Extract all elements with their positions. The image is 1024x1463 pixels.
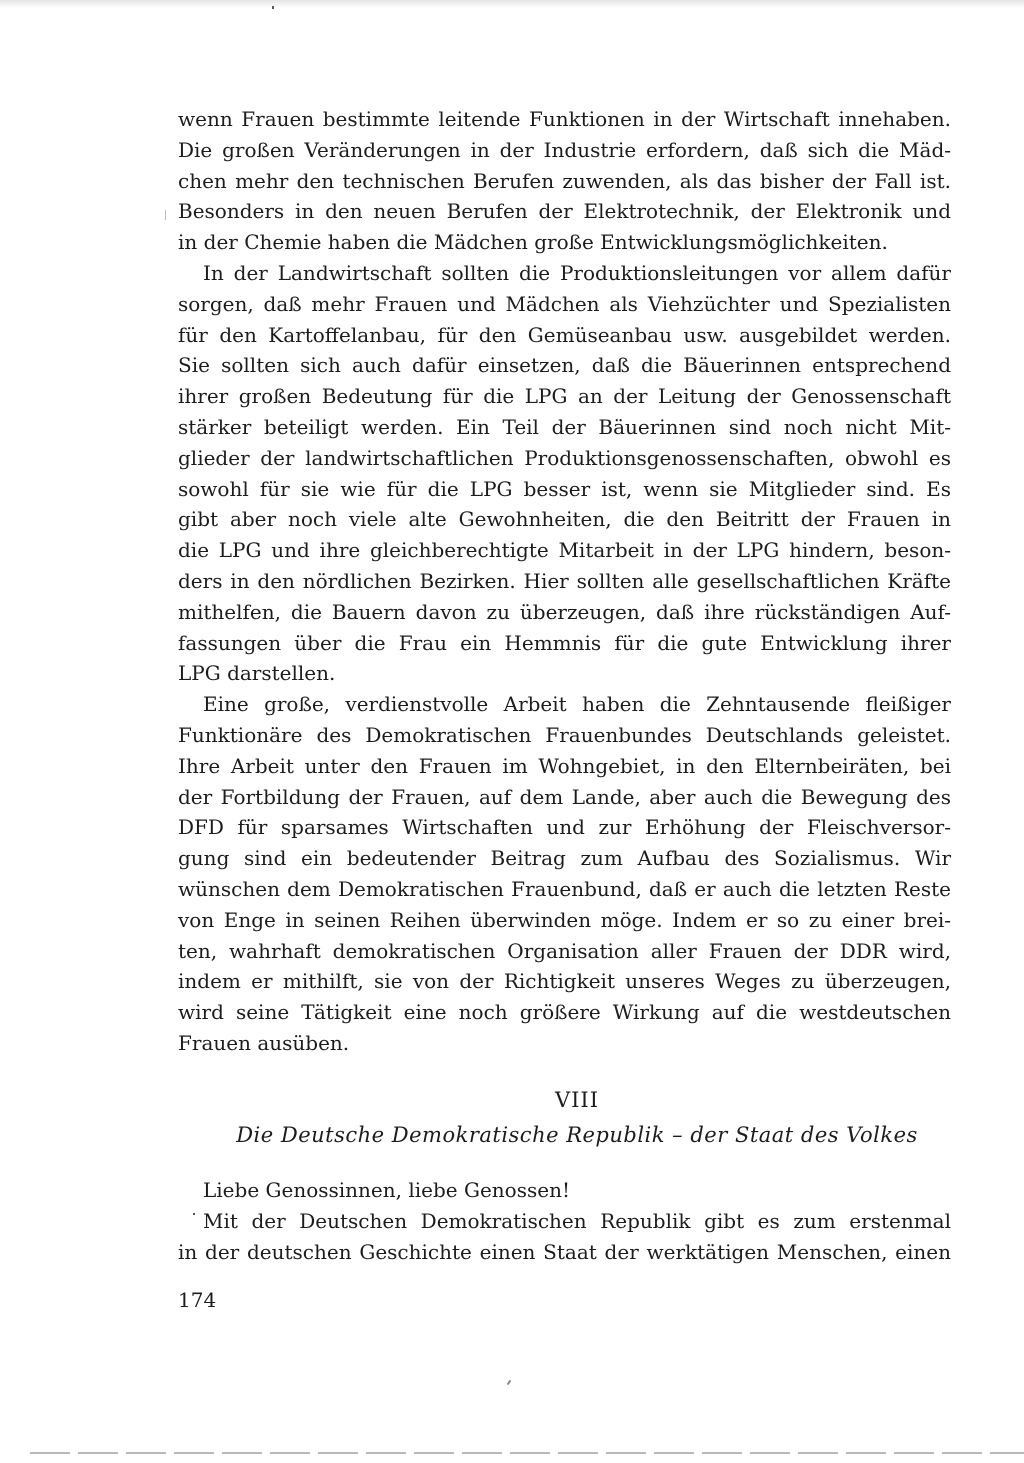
scan-speck [507, 1380, 512, 1385]
text-line: gung sind ein bedeutender Beitrag zum Aufbau des Sozialismus. Wir [178, 846, 951, 871]
text-line: indem er mithilft, sie von der Richtigkeit unseres Weges zu überzeugen, [178, 969, 951, 994]
text-line: ders in den nördlichen Bezirken. Hier sollten alle gesellschaftlichen Kräfte [178, 568, 951, 593]
text-line: die LPG und ihre gleichberechtigte Mitarbeit in der LPG hindern, beson- [178, 538, 951, 563]
page-number: 174 [178, 1288, 217, 1312]
text-line: glieder der landwirtschaftlichen Produktionsgenossenschaften, obwohl es [178, 445, 951, 470]
text-line: gibt aber noch viele alte Gewohnheiten, die den Beitritt der Frauen in [178, 507, 951, 532]
text-line: ihrer großen Bedeutung für die LPG an der Leitung der Genossenschaft [178, 384, 951, 409]
scan-top-edge [0, 0, 1024, 8]
scan-speck [272, 6, 274, 9]
text-line: Mit der Deutschen Demokratischen Republik gibt es zum erstenmal [203, 1208, 951, 1233]
text-line: LPG darstellen. [178, 661, 336, 686]
section-number: VIII [554, 1088, 600, 1112]
text-line: Funktionäre des Demokratischen Frauenbundes Deutschlands geleistet. [178, 722, 951, 747]
text-line: mithelfen, die Bauern davon zu überzeugen, daß ihre rückständigen Auf- [178, 599, 951, 624]
text-line: wünschen dem Demokratischen Frauenbund, daß er auch die letzten Reste [178, 876, 951, 901]
text-line: In der Landwirtschaft sollten die Produktionsleitungen vor allem dafür [203, 260, 951, 285]
text-line: in der Chemie haben die Mädchen große Entwicklungsmöglichkeiten. [178, 230, 888, 255]
body-text [178, 104, 951, 1059]
scan-bottom-edge [30, 1452, 1024, 1454]
text-line: wird seine Tätigkeit eine noch größere Wirkung auf die westdeutschen [178, 1000, 951, 1025]
text-line: Frauen ausüben. [178, 1030, 350, 1055]
text-line: Ihre Arbeit unter den Frauen im Wohngebiet, in den Elternbeiräten, bei [178, 753, 951, 778]
text-line: Eine große, verdienstvolle Arbeit haben die Zehntausende fleißiger [203, 692, 951, 717]
text-line: Sie sollten sich auch dafür einsetzen, daß die Bäuerinnen entsprechend [178, 353, 951, 378]
text-line: Die großen Veränderungen in der Industrie erfordern, daß sich die Mäd- [178, 137, 951, 162]
text-line: stärker beteiligt werden. Ein Teil der Bäuerinnen sind noch nicht Mit- [178, 414, 951, 439]
section-body-text [178, 1175, 951, 1267]
text-line: Liebe Genossinnen, liebe Genossen! [203, 1178, 571, 1202]
text-line: chen mehr den technischen Berufen zuwenden, als das bisher der Fall ist. [178, 168, 951, 193]
text-line: in der deutschen Geschichte einen Staat der werktätigen Menschen, einen [178, 1239, 951, 1264]
text-line: wenn Frauen bestimmte leitende Funktionen in der Wirtschaft innehaben. [178, 107, 951, 131]
text-line: fassungen über die Frau ein Hemmnis für die gute Entwicklung ihrer [178, 630, 951, 655]
text-line: DFD für sparsames Wirtschaften und zur Erhöhung der Fleischversor- [178, 815, 951, 840]
text-line: sowohl für sie wie für die LPG besser ist, wenn sie Mitglieder sind. Es [178, 476, 951, 501]
text-line: der Fortbildung der Frauen, auf dem Lande, aber auch die Bewegung des [178, 784, 951, 809]
text-line: sorgen, daß mehr Frauen und Mädchen als Viehzüchter und Spezialisten [178, 291, 951, 316]
text-line: Besonders in den neuen Berufen der Elektrotechnik, der Elektronik und [178, 199, 951, 224]
text-line: ten, wahrhaft demokratischen Organisation aller Frauen der DDR wird, [178, 938, 951, 963]
scan-speck [193, 1213, 195, 1215]
text-line: von Enge in seinen Reihen überwinden möge. Indem er so zu einer brei- [178, 907, 951, 932]
scan-speck [165, 210, 166, 220]
text-line: für den Kartoffelanbau, für den Gemüseanbau usw. ausgebildet werden. [178, 322, 951, 347]
section-title: Die Deutsche Demokratische Republik – der Staat des Volkes [236, 1123, 918, 1147]
